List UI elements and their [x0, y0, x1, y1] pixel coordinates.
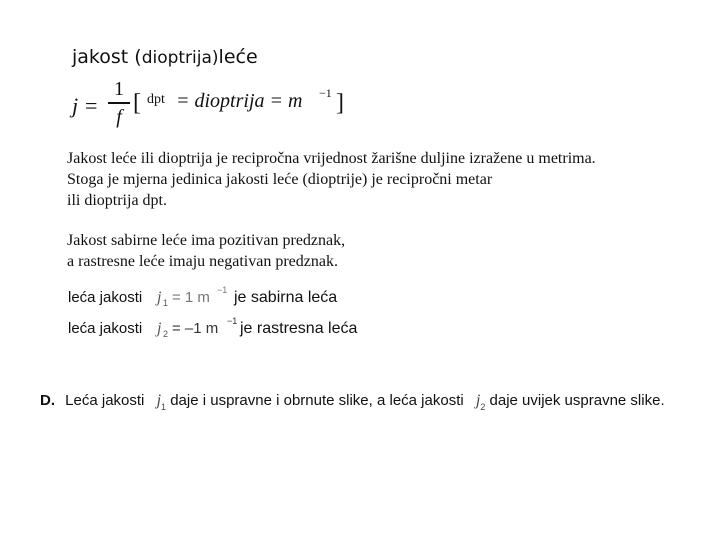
lens1-exponent: −1 — [217, 285, 228, 295]
title-part-2: dioptrija) — [141, 48, 219, 68]
paragraph-line: ili dioptrija dpt. — [67, 192, 167, 209]
formula-open-bracket: [ — [133, 90, 141, 116]
formula-unit: dpt — [147, 92, 165, 107]
lens1-value: = 1 m — [172, 289, 210, 306]
lens2-symbol: j — [157, 320, 162, 337]
lens1-symbol: j — [157, 289, 162, 306]
slide-title — [72, 46, 258, 68]
answer-d — [40, 392, 665, 410]
lens2-exponent: −1 — [227, 316, 238, 326]
lens2-prefix: leća jakosti — [68, 320, 143, 337]
formula-exponent: −1 — [319, 86, 332, 100]
answer-d-text-3: daje uvijek uspravne slike. — [489, 392, 665, 409]
lens1-prefix: leća jakosti — [68, 289, 143, 306]
answer-d-text-1: Leća jakosti — [65, 392, 145, 409]
formula-close-bracket: ] — [336, 90, 344, 116]
answer-d-text-2: daje i uspravne i obrnute slike, a leća jakosti — [170, 392, 464, 409]
formula-numerator: 1 — [114, 78, 124, 100]
lens1-subscript: 1 — [163, 298, 169, 308]
fraction-bar — [108, 102, 130, 104]
title-part-3: leće — [218, 46, 258, 68]
lens2-subscript: 2 — [163, 329, 169, 339]
dioptre-formula — [72, 78, 372, 134]
paragraph-line: Jakost sabirne leće ima pozitivan predznak, — [67, 232, 346, 249]
lens2-suffix: je rastresna leća — [240, 320, 358, 337]
answer-d-label: D. — [40, 392, 55, 409]
answer-d-sub-2: 2 — [480, 402, 486, 412]
paragraph-line: Jakost leće ili dioptrija je recipročna vrijednost žarišne duljine izražene u metrima. — [67, 150, 596, 167]
formula-denominator: f — [116, 105, 122, 128]
formula-lhs: j = — [72, 93, 99, 118]
answer-d-symbol-1: j — [156, 392, 162, 409]
answer-d-symbol-2: j — [475, 392, 481, 409]
paragraph-line: Stoga je mjerna jedinica jakosti leće (dioptrije) je recipročni metar — [67, 171, 493, 188]
paragraph-line: a rastresne leće imaju negativan predznak. — [67, 253, 338, 270]
title-part-1: jakost ( — [72, 46, 142, 68]
paragraph-definition — [67, 148, 596, 211]
lens1-suffix: je sabirna leća — [234, 289, 338, 306]
lens2-value: = –1 m — [172, 320, 219, 337]
formula-fraction — [108, 78, 130, 128]
answer-d-sub-1: 1 — [161, 402, 167, 412]
paragraph-sign — [67, 230, 345, 272]
formula-rhs: = dioptrija = m — [176, 90, 303, 112]
